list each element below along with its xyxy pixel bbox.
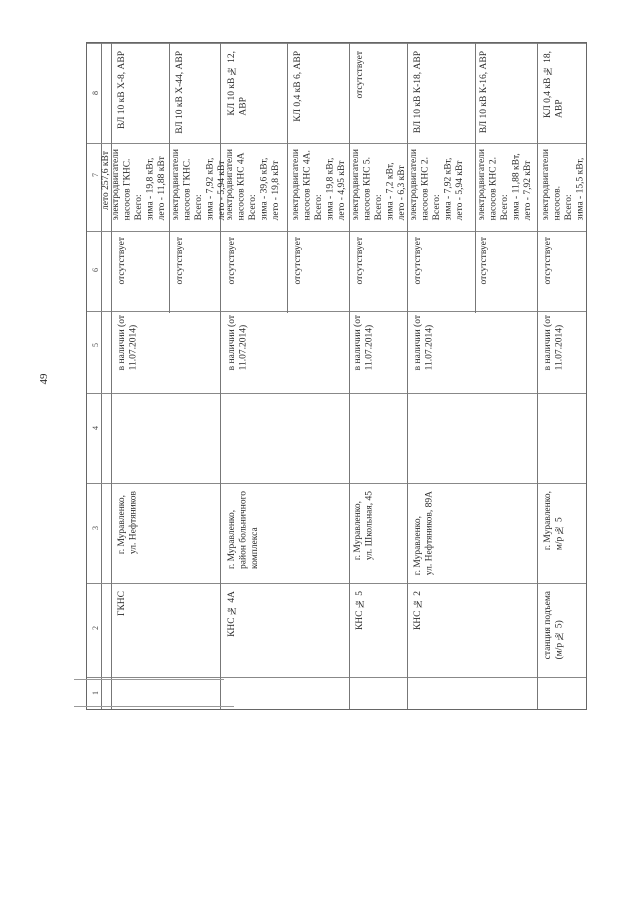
- row5-col4: г. Муравленко, м/р № 5: [543, 491, 565, 551]
- col-line-5-4: [87, 393, 586, 394]
- row4-sub1-col7: электродвигатели насосов КНС 2. Всего: зима - 7,92 кВт, лето - 5,94 кВт: [409, 149, 465, 221]
- row1-sub1-col8: ВЛ 10 кВ Х-8, АВР: [117, 51, 127, 129]
- data-table: [86, 42, 587, 710]
- table-top-border: [87, 43, 586, 44]
- header-num-5: 5: [91, 343, 100, 347]
- row4-col3: КНС № 2: [413, 591, 423, 631]
- row5-col5: в наличии (от 11.07.2014): [543, 315, 565, 371]
- col-line-4-3: [87, 483, 586, 484]
- row4-col5: в наличии (от 11.07.2014): [413, 315, 435, 371]
- scan-line-2: [74, 706, 234, 707]
- row2-sub2-col7: электродвигатели насосов КНС 4А. Всего: зима - 19,8 кВт, лето - 4,95 кВт: [291, 149, 347, 221]
- header-num-8: 8: [91, 91, 100, 95]
- row-line-4: [537, 43, 538, 709]
- row5-col3: станция подъема (м/р № 5): [543, 591, 565, 660]
- col-line-6-5: [87, 311, 586, 312]
- page-number: 49: [38, 373, 50, 385]
- sub-divider-row2: [287, 43, 288, 313]
- header-num-4: 4: [91, 426, 100, 430]
- col-line-7-6: [87, 231, 586, 232]
- row3-sub1-col8: отсутствует: [355, 51, 365, 99]
- row1-sub1-col7: электродвигатели насосов ГКНС. Всего: зима - 19,8 кВт, лето - 11,88 кВт: [111, 149, 167, 221]
- header-num-3: 3: [91, 526, 100, 530]
- row4-sub1-col6: отсутствует: [413, 237, 423, 285]
- row2-sub2-col6: отсутствует: [293, 237, 303, 285]
- row3-col5: в наличии (от 11.07.2014): [353, 315, 375, 371]
- row2-col4: г. Муравленко, район больничного комплекса: [227, 491, 260, 569]
- row5-sub1-col6: отсутствует: [543, 237, 553, 285]
- row4-sub2-col8: ВЛ 10 кВ К-16, АВР: [479, 51, 489, 134]
- row1-sub2-col6: отсутствует: [175, 237, 185, 285]
- row5-sub1-col8: КЛ 0,4 кВ № 18, АВР: [543, 51, 565, 118]
- row-line-3: [407, 43, 408, 709]
- col-line-2-1: [87, 677, 586, 678]
- header-num-6: 6: [91, 268, 100, 272]
- row5-sub1-col7: электродвигатели насосов. Всего: зима - 15,5 кВт,: [541, 149, 586, 221]
- row2-sub2-col8: КЛ 0,4 кВ 6, АВР: [293, 51, 303, 122]
- row3-col3: КНС № 5: [355, 591, 365, 631]
- row2-sub1-col7: электродвигатели насосов КНС 4А Всего: зима - 39,6 кВт, лето - 19,8 кВт: [225, 149, 281, 221]
- row1-sub2-col7: электродвигатели насосов ГКНС. Всего: зима - 7,92 кВт, лето - 5,94 кВт: [171, 149, 227, 221]
- row-line-1: [220, 43, 221, 709]
- col-line-8-7: [87, 143, 586, 144]
- row4-sub2-col6: отсутствует: [479, 237, 489, 285]
- header-num-2: 2: [91, 626, 100, 630]
- header-num-1: 1: [91, 691, 100, 695]
- row4-sub1-col8: ВЛ 10 кВ К-18, АВР: [413, 51, 423, 134]
- row3-sub1-col6: отсутствует: [355, 237, 365, 285]
- row-line-2: [349, 43, 350, 709]
- row3-sub1-col7: электродвигатели насосов КНС 5. Всего: зима - 7,2 кВт, лето - 6,3 кВт: [351, 149, 407, 221]
- row3-col4: г. Муравленко, ул. Школьная, 45: [353, 491, 375, 561]
- row2-col5: в наличии (от 11.07.2014): [227, 315, 249, 371]
- row1-sub1-col6: отсутствует: [117, 237, 127, 285]
- row2-col3: КНС № 4А: [227, 591, 237, 637]
- scan-line-1: [74, 679, 224, 680]
- row2-sub1-col8: КЛ 10 кВ № 12, АВР: [227, 51, 249, 116]
- carryover-col7: лето 257,6 кВт: [101, 151, 111, 210]
- row1-sub2-col8: ВЛ 10 кВ Х-44, АВР: [175, 51, 185, 134]
- row1-col4: г. Муравленко, ул. Нефтяников: [117, 491, 139, 555]
- row1-col3: ГКНС: [117, 591, 127, 617]
- sub-divider-row4: [475, 43, 476, 313]
- header-num-7: 7: [91, 173, 100, 177]
- row2-sub1-col6: отсутствует: [227, 237, 237, 285]
- row4-col4: г. Муравленко, ул. Нефтяников, 89А: [413, 491, 435, 576]
- row1-col5: в наличии (от 11.07.2014): [117, 315, 139, 371]
- row4-sub2-col7: электродвигатели насосов КНС 2. Всего: зима - 11,88 кВт, лето - 7,92 кВт: [477, 149, 533, 221]
- col-line-3-2: [87, 583, 586, 584]
- row-line-carry: [111, 43, 112, 709]
- sub-divider-row1: [169, 43, 170, 313]
